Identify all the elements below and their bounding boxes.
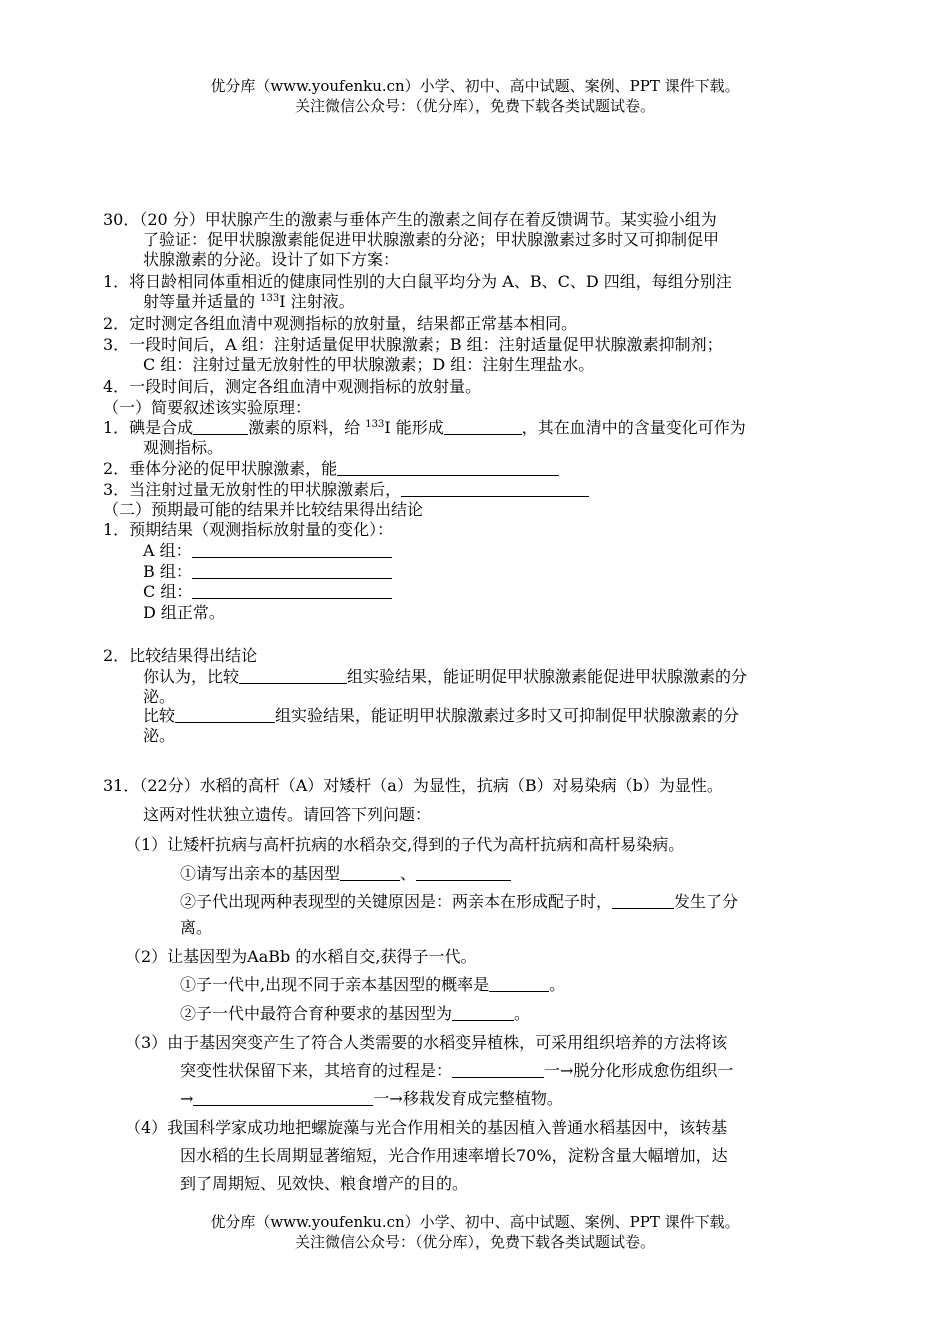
q30-line-3: 状腺激素的分泌。设计了如下方案： (143, 250, 400, 269)
footer-line-1: 优分库（www.youfenku.cn）小学、初中、高中试题、案例、PPT 课件下载。 (210, 1213, 740, 1231)
answer-blank[interactable] (452, 1061, 544, 1078)
answer-blank[interactable] (612, 892, 674, 909)
q31-part-1: （1）让矮杆抗病与高杆抗病的水稻杂交,得到的子代为高杆抗病和高杆易染病。 (125, 835, 685, 854)
q30-result-c: C 组： (143, 582, 392, 602)
page-footer (0, 1212, 950, 1252)
header-line-1: 优分库（www.youfenku.cn）小学、初中、高中试题、案例、PPT 课件下载。 (210, 77, 740, 95)
q30-principle-1a: 1．碘是合成 激素的原料，给 $^{133}$I 能形成 ，其在血清中的含量变化可作为 (103, 418, 746, 437)
answer-blank[interactable] (416, 864, 511, 881)
q30-step-2: 2．定时测定各组血清中观测指标的放射量，结果都正常基本相同。 (103, 314, 578, 333)
q31-part-3b: 突变性状保留下来，其培育的过程是： 一→脱分化形成愈伤组织一 (180, 1061, 734, 1080)
answer-blank[interactable] (340, 864, 400, 881)
q30-part-1-title: （一）简要叙述该实验原理： (103, 398, 312, 417)
q31-part-2b: ②子一代中最符合育种要求的基因型为 。 (180, 1004, 531, 1023)
answer-blank[interactable] (489, 975, 549, 992)
q30-step-1b: 射等量并适量的 $^{133}$I 注射液。 (143, 292, 355, 311)
q30-result-title: 1．预期结果（观测指标放射量的变化）： (103, 520, 394, 539)
q30-conclusion-1b: 泌。 (143, 687, 176, 706)
page-header (0, 76, 950, 116)
q31-line-2: 这两对性状独立遗传。请回答下列问题： (143, 805, 432, 824)
q30-conclusion-1a: 你认为，比较 组实验结果，能证明促甲状腺激素能促进甲状腺激素的分 (143, 667, 748, 686)
answer-blank[interactable] (175, 706, 275, 723)
q30-step-3b: C 组：注射过量无放射性的甲状腺激素；D 组：注射生理盐水。 (143, 355, 595, 374)
q30-principle-2: 2．垂体分泌的促甲状腺激素，能 (103, 459, 559, 479)
answer-blank[interactable] (193, 418, 248, 435)
q30-conclusion-2b: 泌。 (143, 726, 176, 745)
q30-step-4: 4．一段时间后，测定各组血清中观测指标的放射量。 (103, 377, 482, 396)
q31-part-2: （2）让基因型为AaBb 的水稻自交,获得子一代。 (125, 947, 477, 966)
q31-part-2a: ①子一代中,出现不同于亲本基因型的概率是 。 (180, 975, 566, 994)
q31-part-1b: ②子代出现两种表现型的关键原因是：两亲本在形成配子时， 发生了分 (180, 892, 739, 911)
q31-part-1c: 离。 (180, 918, 213, 937)
answer-blank[interactable] (192, 582, 392, 599)
answer-blank[interactable] (192, 562, 392, 579)
answer-blank[interactable] (193, 1089, 373, 1106)
answer-blank[interactable] (192, 541, 392, 558)
q30-conclusion-title: 2．比较结果得出结论 (103, 646, 258, 665)
answer-blank[interactable] (337, 459, 559, 476)
q30-result-b: B 组： (143, 562, 392, 582)
q30-result-a: A 组： (143, 541, 392, 561)
q31-line-1: 31．（22分）水稻的高杆（A）对矮杆（a）为显性，抗病（B）对易染病（b）为显性。 (103, 776, 723, 795)
q31-part-3c: → 一→移栽发育成完整植物。 (180, 1089, 563, 1108)
q30-principle-1b: 观测指标。 (143, 438, 224, 457)
q30-step-3a: 3．一段时间后，A 组：注射适量促甲状腺激素；B 组：注射适量促甲状腺激素抑制剂； (103, 335, 723, 354)
q31-part-4c: 到了周期短、见效快、粮食增产的目的。 (180, 1174, 469, 1193)
q30-principle-3: 3．当注射过量无放射性的甲状腺激素后， (103, 480, 589, 500)
answer-blank[interactable] (401, 480, 589, 497)
q31-part-4a: （4）我国科学家成功地把螺旋藻与光合作用相关的基因植入普通水稻基因中，该转基 (125, 1118, 728, 1137)
q30-conclusion-2a: 比较 组实验结果，能证明甲状腺激素过多时又可抑制促甲状腺激素的分 (143, 706, 740, 725)
q31-part-4b: 因水稻的生长周期显著缩短，光合作用速率增长70%，淀粉含量大幅增加，达 (180, 1146, 728, 1165)
answer-blank[interactable] (444, 418, 522, 435)
q30-result-d: D 组正常。 (143, 603, 225, 622)
answer-blank[interactable] (239, 667, 347, 684)
q31-part-1a: ①请写出亲本的基因型 、 (180, 864, 511, 884)
q30-part-2-title: （二）预期最可能的结果并比较结果得出结论 (103, 500, 424, 519)
header-line-2: 关注微信公众号：（优分库），免费下载各类试题试卷。 (294, 97, 655, 115)
footer-line-2: 关注微信公众号：（优分库），免费下载各类试题试卷。 (294, 1233, 655, 1251)
q30-line-2: 了验证：促甲状腺激素能促进甲状腺激素的分泌；甲状腺激素过多时又可抑制促甲 (143, 230, 720, 249)
answer-blank[interactable] (452, 1004, 514, 1021)
q31-part-3a: （3）由于基因突变产生了符合人类需要的水稻变异植株，可采用组织培养的方法将该 (125, 1033, 728, 1052)
q30-step-1a: 1．将日龄相同体重相近的健康同性别的大白鼠平均分为 A、B、C、D 四组，每组分别注 (103, 272, 732, 291)
q30-line-1: 30．（20 分）甲状腺产生的激素与垂体产生的激素之间存在着反馈调节。某实验小组为 (103, 210, 717, 229)
